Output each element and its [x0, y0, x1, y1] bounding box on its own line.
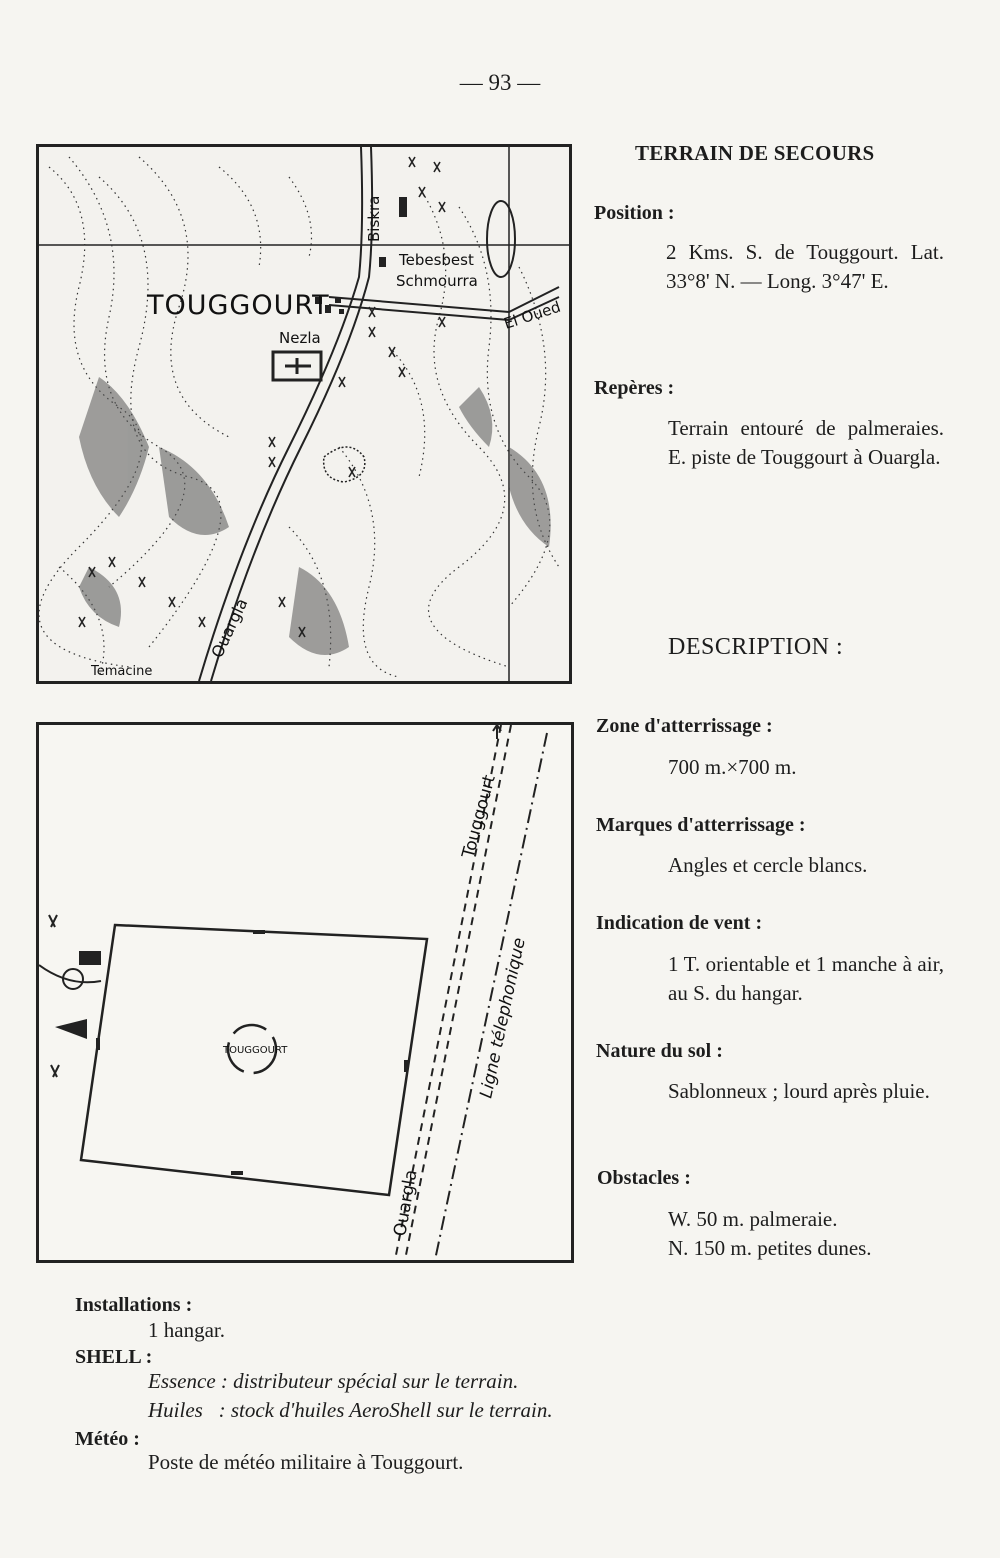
- map-town-label: TOUGGOURT: [147, 290, 330, 321]
- map-temacine-label: Temacine: [91, 664, 153, 679]
- obstacles-line-1: W. 50 m. palmeraie.: [668, 1207, 838, 1231]
- plan-ouargla-label: Ouargla: [390, 1168, 422, 1238]
- reperes-text: Terrain entouré de palmeraies. E. piste de Touggourt à Ouargla.: [668, 416, 944, 469]
- reperes-label: Repères :: [594, 377, 675, 399]
- shell-essence: Essence : distributeur spécial sur le terrain.: [148, 1369, 519, 1393]
- plan-center-label: TOUGGOURT: [223, 1045, 288, 1056]
- map-el-oued-label: El Oued: [501, 297, 563, 333]
- zone-label: Zone d'atterrissage :: [596, 715, 773, 737]
- corner-mark: [253, 930, 265, 934]
- map-schmourra-label: Schmourra: [396, 272, 478, 290]
- shell-huiles: Huiles : stock d'huiles AeroShell sur le terrain.: [148, 1398, 553, 1422]
- location-map: [36, 144, 572, 684]
- hangar-icon: [79, 951, 101, 965]
- plan-touggourt-label: Touggourt: [458, 772, 500, 861]
- obstacles-line-2: N. 150 m. petites dunes.: [668, 1236, 872, 1260]
- installations-text: 1 hangar.: [148, 1318, 225, 1342]
- meteo-label: Météo :: [75, 1428, 140, 1450]
- marques-text: Angles et cercle blancs.: [668, 853, 868, 877]
- sol-text: Sablonneux ; lourd après pluie.: [668, 1079, 930, 1103]
- map-ouargla-label: Ouargla: [207, 595, 252, 661]
- windsock-icon: [55, 1019, 87, 1039]
- landing-zone-outline: [81, 925, 427, 1195]
- location-map-drawing: [39, 147, 569, 681]
- shell-label: SHELL :: [75, 1346, 153, 1368]
- sol-label: Nature du sol :: [596, 1040, 723, 1062]
- corner-mark: [404, 1060, 408, 1072]
- section-title: TERRAIN DE SECOURS: [635, 141, 875, 165]
- corner-mark: [231, 1171, 243, 1175]
- position-text: 2 Kms. S. de Touggourt. Lat. 33°8' N. — Long. 3°47' E.: [666, 240, 944, 293]
- description-heading: DESCRIPTION :: [668, 634, 844, 660]
- airfield-plan: [36, 722, 574, 1263]
- map-biskra-label: Biskra: [365, 195, 383, 242]
- plan-telephone-line-label: Ligne télephonique: [476, 936, 530, 1101]
- meteo-text: Poste de météo militaire à Touggourt.: [148, 1450, 464, 1474]
- zone-text: 700 m.×700 m.: [668, 755, 797, 779]
- position-label: Position :: [594, 202, 675, 224]
- installations-label: Installations :: [75, 1294, 193, 1316]
- map-tebesbest-label: Tebesbest: [399, 251, 474, 269]
- airfield-plan-drawing: [39, 725, 571, 1260]
- vent-label: Indication de vent :: [596, 912, 763, 934]
- obstacles-label: Obstacles :: [597, 1167, 691, 1189]
- map-nezla-label: Nezla: [279, 329, 321, 347]
- vent-text: 1 T. orientable et 1 manche à air, au S. du hangar.: [668, 952, 944, 1005]
- corner-mark: [96, 1038, 100, 1050]
- page-number: — 93 —: [459, 70, 541, 95]
- marques-label: Marques d'atterrissage :: [596, 814, 806, 836]
